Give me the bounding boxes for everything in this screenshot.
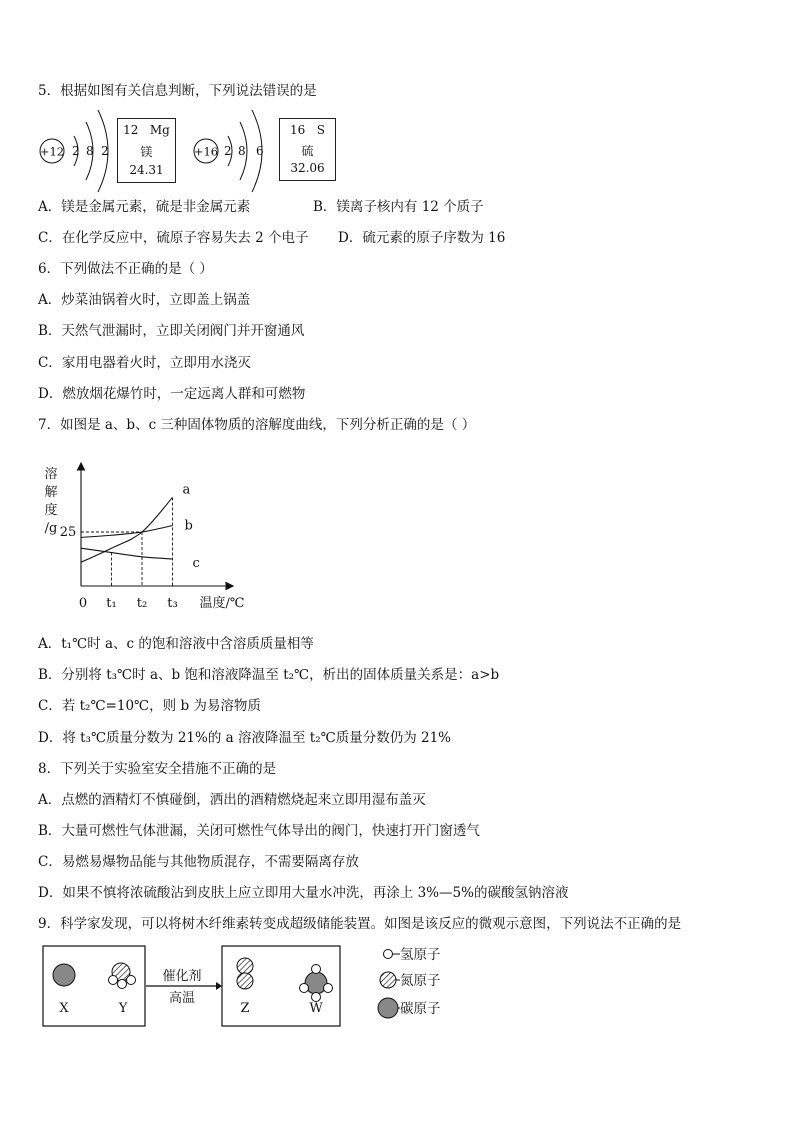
series-label-b: b	[184, 518, 193, 534]
x-tick-label: t₁	[106, 596, 117, 611]
label-z: Z	[240, 1001, 250, 1016]
solubility-chart	[38, 452, 258, 620]
reactants-box	[43, 946, 145, 1026]
q6-option-c: C．家用电器着火时，立即用水浇灭	[38, 355, 251, 371]
mg-element-name: 镁	[140, 145, 153, 159]
mg-symbol: Mg	[149, 123, 170, 137]
legend-nitrogen-label: 氮原子	[400, 973, 441, 989]
hydrogen-atom-y	[118, 980, 127, 989]
legend-nitrogen-icon	[380, 972, 396, 988]
mg-shell-1-count: 2	[72, 144, 80, 158]
y-axis-label-char: /g	[44, 521, 58, 536]
mg-atom-diagram	[36, 108, 120, 194]
mg-shell-3-count: 2	[101, 144, 109, 158]
q7-option-b: B．分别将 t₃℃时 a、b 饱和溶液降温至 t₂℃，析出的固体质量关系是：a>b	[38, 667, 500, 683]
label-y: Y	[118, 1001, 128, 1016]
label-w: W	[309, 1001, 323, 1016]
series-label-a: a	[182, 482, 191, 498]
nitrogen-atom-z	[237, 973, 253, 989]
s-atomic-mass: 32.06	[290, 161, 325, 175]
series-label-c: c	[192, 556, 200, 571]
x-tick-label: t₃	[167, 596, 178, 611]
y-tick-label: 25	[59, 525, 77, 540]
q5-option-d: D．硫元素的原子序数为 16	[338, 230, 506, 246]
q6-option-a: A．炒菜油锅着火时，立即盖上锅盖	[38, 292, 251, 308]
mg-atomic-number: 12	[123, 123, 139, 137]
mg-shell-2-count: 8	[86, 144, 94, 158]
s-atomic-number: 16	[290, 123, 306, 137]
q6-option-b: B．天然气泄漏时，立即关闭阀门并开窗通风	[38, 323, 305, 339]
legend-carbon-label: 碳原子	[400, 1001, 441, 1017]
reaction-arrow-head	[216, 982, 222, 990]
s-shell-1-count: 2	[224, 144, 232, 158]
q8-option-b: B．大量可燃性气体泄漏，关闭可燃性气体导出的阀门，快速打开门窗透气	[38, 823, 480, 839]
q5-option-c: C．在化学反应中，硫原子容易失去 2 个电子	[38, 230, 309, 246]
y-axis-label-char: 度	[44, 503, 58, 518]
legend-carbon-icon	[378, 998, 398, 1018]
s-element-name: 硫	[301, 144, 314, 158]
carbon-atom-w	[305, 972, 327, 994]
carbon-atom-x	[53, 964, 75, 986]
q7-option-d: D．将 t₃℃质量分数为 21%的 a 溶液降温至 t₂℃质量分数仍为 21%	[38, 730, 452, 746]
mg-nucleus-charge: +12	[39, 144, 65, 159]
y-axis-label-char: 解	[44, 485, 58, 500]
hydrogen-atom-w	[300, 984, 309, 993]
q6-option-d: D．燃放烟花爆竹时，一定远离人群和可燃物	[38, 386, 306, 402]
legend-hydrogen-icon	[384, 950, 393, 959]
q8-stem: 8．下列关于实验室安全措施不正确的是	[38, 761, 277, 777]
q8-option-a: A．点燃的酒精灯不慎碰倒，洒出的酒精燃烧起来立即用湿布盖灭	[38, 792, 426, 808]
x-tick-label: t₂	[136, 596, 148, 611]
origin-label: 0	[78, 596, 88, 611]
s-shell-2-count: 8	[238, 144, 246, 158]
mg-atomic-mass: 24.31	[129, 163, 164, 177]
q5-option-a: A．镁是金属元素，硫是非金属元素	[38, 199, 251, 215]
hydrogen-atom-w	[324, 984, 333, 993]
hydrogen-atom-w	[312, 965, 321, 974]
condition-catalyst: 催化剂	[162, 969, 202, 984]
x-axis-label: 温度/℃	[199, 596, 245, 611]
s-nucleus-charge: +16	[193, 144, 219, 159]
q6-stem: 6．下列做法不正确的是（ ）	[38, 261, 213, 277]
s-element-card	[279, 118, 336, 181]
reaction-diagram	[38, 940, 478, 1032]
q5-stem: 5．根据如图有关信息判断，下列说法错误的是	[38, 83, 317, 99]
s-symbol: S	[316, 123, 325, 137]
mg-element-card	[117, 118, 176, 183]
q8-option-d: D．如果不慎将浓硫酸沾到皮肤上应立即用大量水冲洗，再涂上 3%—5%的碳酸氢钠溶液	[38, 885, 569, 901]
q9-stem: 9．科学家发现，可以将树木纤维素转变成超级储能装置。如图是该反应的微观示意图，下列说法不正确的是	[38, 916, 682, 932]
q5-option-b: B．镁离子核内有 12 个质子	[313, 199, 484, 215]
y-axis-label-char: 溶	[44, 467, 58, 482]
curve-b	[81, 526, 173, 538]
hydrogen-atom-y	[127, 976, 136, 985]
label-x: X	[59, 1001, 69, 1016]
q7-stem: 7．如图是 a、b、c 三种固体物质的溶解度曲线，下列分析正确的是（ ）	[38, 417, 476, 433]
nitrogen-atom-z	[237, 958, 253, 974]
curve-a	[81, 497, 173, 562]
hydrogen-atom-y	[109, 976, 118, 985]
condition-high-temp: 高温	[168, 991, 196, 1006]
curve-c	[81, 548, 173, 559]
s-shell-3-count: 6	[256, 144, 264, 158]
legend-hydrogen-label: 氢原子	[400, 947, 441, 963]
s-atom-diagram	[190, 108, 274, 194]
q8-option-c: C．易燃易爆物品能与其他物质混存，不需要隔离存放	[38, 854, 359, 870]
q7-option-a: A．t₁℃时 a、c 的饱和溶液中含溶质质量相等	[38, 636, 314, 652]
q7-option-c: C．若 t₂℃=10℃，则 b 为易溶物质	[38, 698, 261, 714]
